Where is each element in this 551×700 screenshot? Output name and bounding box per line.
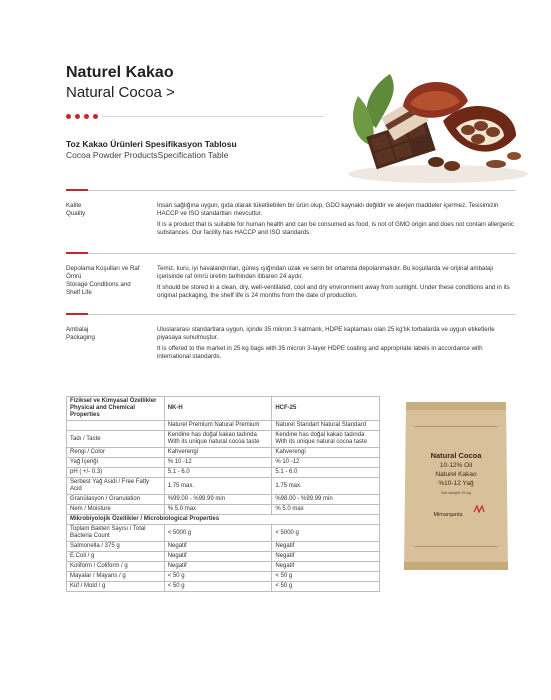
- table-row: [67, 542, 380, 552]
- dot: [93, 114, 98, 119]
- table-row: [67, 582, 380, 592]
- spec-title-tr: Toz Kakao Ürünleri Spesifikasyon Tablosu: [66, 139, 237, 149]
- row-value-hcf-25: < 50 g: [272, 582, 380, 592]
- row-property: Nem / Moisture: [67, 505, 165, 515]
- row-value-hcf-25: < 50 g: [272, 572, 380, 582]
- table-row: [67, 468, 380, 478]
- section-label: [66, 265, 144, 297]
- row-value-nk-h: %99.00 - %99.99 min: [164, 495, 272, 505]
- bag-text-2: 10-12% Oil: [439, 462, 473, 469]
- row-value-nk-h: < 5000 g: [164, 525, 272, 542]
- table-row: [67, 572, 380, 582]
- label-tr: Ambalaj: [66, 326, 89, 333]
- section-label: [66, 326, 144, 342]
- row-value-hcf-25: % 5.0 max: [272, 505, 380, 515]
- row-value-hcf-25: Kahverengi: [272, 448, 380, 458]
- bag-brand: Mimarqanta: [433, 512, 463, 518]
- dot: [75, 114, 80, 119]
- table-row: [67, 478, 380, 495]
- row-value-hcf-25: Negatif: [272, 562, 380, 572]
- product-bag-image: [396, 396, 516, 576]
- row-value-nk-h: < 50 g: [164, 582, 272, 592]
- cocoa-hero-image: [328, 66, 528, 184]
- row-property: Mayalar / Mayans / g: [67, 572, 165, 582]
- red-dots: [66, 114, 98, 119]
- bag-text-5: Net weight 25 kg: [441, 490, 471, 495]
- properties-table: [66, 396, 380, 592]
- text-en: It is offered to the market in 25 kg bags with 35 micron 3-layer HDPE coating and appropriate labels in accordance with international standards.: [157, 345, 483, 360]
- row-value-nk-h: Kendine has doğal kakao tadında With its unique natural cocoa taste: [164, 431, 272, 448]
- row-property: Koliform / Coliform / g: [67, 562, 165, 572]
- label-tr: Kalite: [66, 202, 82, 209]
- section-text: [157, 265, 517, 303]
- product-title-tr: Naturel Kakao: [66, 64, 174, 81]
- micro-title: Mikrobiyolojik Özellikler / Microbiological Properties: [67, 515, 380, 525]
- row-property: Tadı / Taste: [67, 431, 165, 448]
- bag-text-3: Naturel Kakao: [435, 471, 477, 478]
- row-property: [67, 421, 165, 431]
- bag-text-1: Natural Cocoa: [430, 451, 482, 460]
- row-value-nk-h: Negatif: [164, 562, 272, 572]
- row-value-nk-h: Naturel Premium Natural Premium: [164, 421, 272, 431]
- row-value-nk-h: % 5.0 max: [164, 505, 272, 515]
- row-value-nk-h: 5.1 - 6.0: [164, 468, 272, 478]
- row-property: pH ( +/- 0.3): [67, 468, 165, 478]
- text-tr: İnsan sağlığına uygun, gıda olarak tüketilebilen bir ürün olup, GDO kaynaklı değildir ve alerjen maddeler içermez. Tesisimizin HACCP ve ISO standartları mevcuttur.: [157, 202, 499, 217]
- section-rule: [66, 253, 516, 254]
- text-en: It should be stored in a clean, dry, well-ventilated, cool and dry environment away from sunlight. Under these conditions and in its original packaging, the shelf life is 24 months from the date of production.: [157, 284, 510, 299]
- row-value-hcf-25: 5.1 - 6.0: [272, 468, 380, 478]
- row-value-hcf-25: Negatif: [272, 542, 380, 552]
- table-row: [67, 552, 380, 562]
- label-tr: Depolama Koşulları ve Raf Ömrü: [66, 265, 140, 280]
- header-properties: Fiziksel ve Kimyasal Özellikler Physical and Chemical Properties: [67, 397, 165, 421]
- table-row: [67, 431, 380, 448]
- dot: [66, 114, 71, 119]
- row-value-hcf-25: Kendine has doğal kakao tadında With its unique natural cocoa taste: [272, 431, 380, 448]
- section-rule: [66, 314, 516, 315]
- dot: [84, 114, 89, 119]
- row-property: Küf / Mold / g: [67, 582, 165, 592]
- section-rule: [66, 190, 516, 191]
- text-tr: Temiz, kuru, iyi havalandırılan, güneş ışığından uzak ve serin bir ortamda depolanmalıdır. Bu koşullarda ve orijinal ambalajı içerisinde raf ömrü üretim tarihinden itibaren 24 aydır.: [157, 265, 494, 280]
- row-value-nk-h: Negatif: [164, 552, 272, 562]
- row-value-hcf-25: < 5000 g: [272, 525, 380, 542]
- table-row: [67, 495, 380, 505]
- row-property: Granülasyon / Granulation: [67, 495, 165, 505]
- row-value-hcf-25: % 10 -12: [272, 458, 380, 468]
- row-property: Salmonella / 375 g: [67, 542, 165, 552]
- section-text: [157, 202, 517, 240]
- row-value-nk-h: Kahverengi: [164, 448, 272, 458]
- product-title-en[interactable]: Natural Cocoa >: [66, 84, 175, 101]
- row-property: E.Coli / g: [67, 552, 165, 562]
- spec-title-en: Cocoa Powder ProductsSpecification Table: [66, 150, 229, 160]
- divider: [102, 116, 324, 117]
- row-value-nk-h: 1.75 max.: [164, 478, 272, 495]
- table-row: [67, 421, 380, 431]
- row-value-nk-h: < 50 g: [164, 572, 272, 582]
- section-label: [66, 202, 144, 218]
- table-row: [67, 562, 380, 572]
- table-row: [67, 505, 380, 515]
- micro-table-body: [67, 525, 380, 592]
- table-body: [67, 421, 380, 515]
- text-tr: Uluslararası standartlara uygun, içinde 35 mikron 3 katmanlı, HDPE kaplaması olan 25 kg'lık torbalarda ve uygun etiketlerle piyasaya sunulmuştur.: [157, 326, 495, 341]
- row-value-nk-h: % 10 -12: [164, 458, 272, 468]
- table-header: [67, 397, 380, 421]
- section-accent: [66, 189, 88, 191]
- label-en: Packaging: [66, 334, 95, 341]
- header-nk-h: NK-H: [164, 397, 272, 421]
- label-en: Quality: [66, 210, 86, 217]
- table-row: [67, 448, 380, 458]
- row-property: Yağ İçeriği: [67, 458, 165, 468]
- header-hcf-25: HCF-25: [272, 397, 380, 421]
- table-row: [67, 458, 380, 468]
- section-text: [157, 326, 517, 364]
- row-value-hcf-25: 1.75 max.: [272, 478, 380, 495]
- row-property: Toplam Bakteri Sayısı / Total Bacteria Count: [67, 525, 165, 542]
- row-value-nk-h: Negatif: [164, 542, 272, 552]
- bag-text-4: %10-12 Yağ: [438, 480, 474, 487]
- section-accent: [66, 252, 88, 254]
- table-row: [67, 525, 380, 542]
- row-value-hcf-25: Naturel Standart Natural Standard: [272, 421, 380, 431]
- row-value-hcf-25: %98.00 - %99.99 min: [272, 495, 380, 505]
- text-en: It is a product that is suitable for human health and can be consumed as food, is not of GMO origin and does not contain allergenic substances. Our facility has HACCP and ISO standards.: [157, 221, 515, 236]
- micro-title-row: [67, 515, 380, 525]
- row-property: Serbest Yağ Asidi / Free Fatty Acid: [67, 478, 165, 495]
- label-en: Storage Conditions and Shelf Life: [66, 281, 131, 296]
- row-value-hcf-25: Negatif: [272, 552, 380, 562]
- section-accent: [66, 313, 88, 315]
- row-property: Rengi / Color: [67, 448, 165, 458]
